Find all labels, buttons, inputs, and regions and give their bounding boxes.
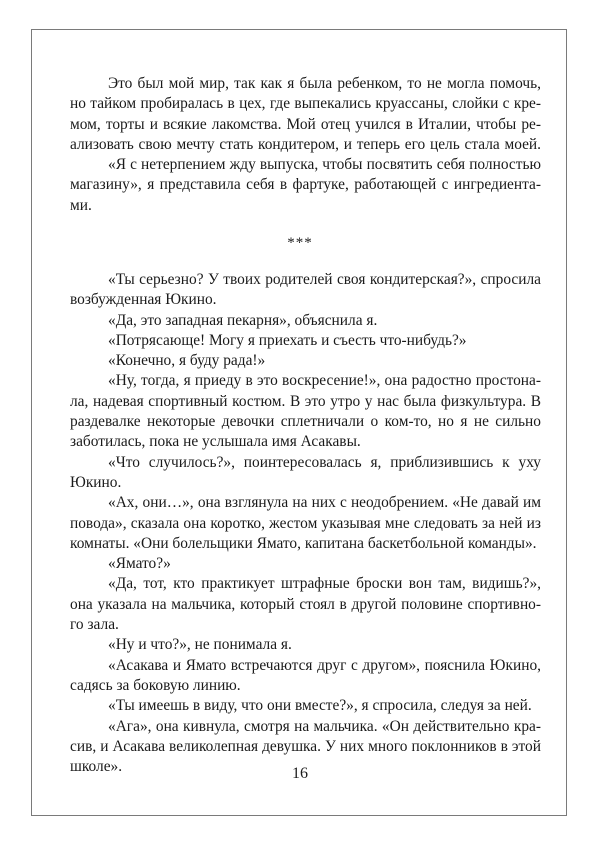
text-line: ми. [70,196,92,214]
text-line: она указала на мальчика, который стоял в другой половине спортивно- [70,595,541,613]
text-line: «Ага», она кивнула, смотря на мальчика. «Он действительно кра- [108,717,541,735]
text-line: «Да, тот, кто практикует штрафные броски вон там, видишь?», [108,575,541,593]
text-line: «Ты серьезно? У твоих родителей своя кондитерская?», спросила [108,271,541,288]
text-line: магазину», я представила себя в фартуке, работающей с ингредиента- [70,176,541,194]
text-line: «Да, это западная пекарня», объяснила я. [108,311,378,329]
paragraph-block-2 [70,270,541,777]
text-line: раздевалке некоторые девочки сплетничали о ком-то, но я не сильно [70,413,541,431]
text-line: «Асакава и Ямато встречаются друг с другом», пояснила Юкино, [108,656,541,674]
page-number: 16 [292,765,308,782]
text-line: заботилась, пока не услышала имя Асакавы. [70,433,361,451]
text-line: но тайком пробиралась в цех, где выпекались круассаны, слойки с кре- [70,95,541,113]
text-line: комнаты. «Они болельщики Ямато, капитана баскетбольной команды». [70,534,537,552]
text-line: «Потрясающе! Могу я приехать и съесть что-нибудь?» [108,331,467,349]
section-separator: *** [287,235,313,251]
text-line: «Ямато?» [108,555,171,573]
text-line: Это был мой мир, так как я была ребенком, то не могла помочь, [108,75,541,92]
text-line: «Ты имеешь в виду, что они вместе?», я спросила, следуя за ней. [108,697,532,715]
text-line: мом, торты и всякие лакомства. Мой отец учился в Италии, чтобы ре- [70,115,541,133]
text-line: «Я с нетерпением жду выпуска, чтобы посвятить себя полностью [108,156,541,174]
text-line: Юкино. [70,473,122,491]
paragraph-block-1 [70,74,541,216]
text-line: повода», сказала она коротко, жестом указывая мне следовать за ней из [70,514,541,532]
text-line: «Ну, тогда, я приеду в это воскресение!», она радостно простона- [108,372,541,390]
text-line: сив, и Асакава великолепная девушка. У них много поклонников в этой [70,737,541,755]
text-line: ла, надевая спортивный костюм. В это утро у нас была физкультура. В [70,392,541,410]
text-line: возбужденная Юкино. [70,291,217,309]
text-line: го зала. [70,616,119,634]
text-line: «Конечно, я буду рада!» [108,352,266,370]
text-line: садясь за боковую линию. [70,676,241,694]
text-line: «Ах, они…», она взглянула на них с неодобрением. «Не давай им [108,494,541,512]
text-line: школе». [70,758,123,776]
text-line: «Ну и что?», не понимала я. [108,636,292,654]
text-line: ализовать свою мечту стать кондитером, и теперь его цель стала моей. [70,135,541,153]
text-line: «Что случилось?», поинтересовалась я, приблизившись к уху [108,453,541,471]
